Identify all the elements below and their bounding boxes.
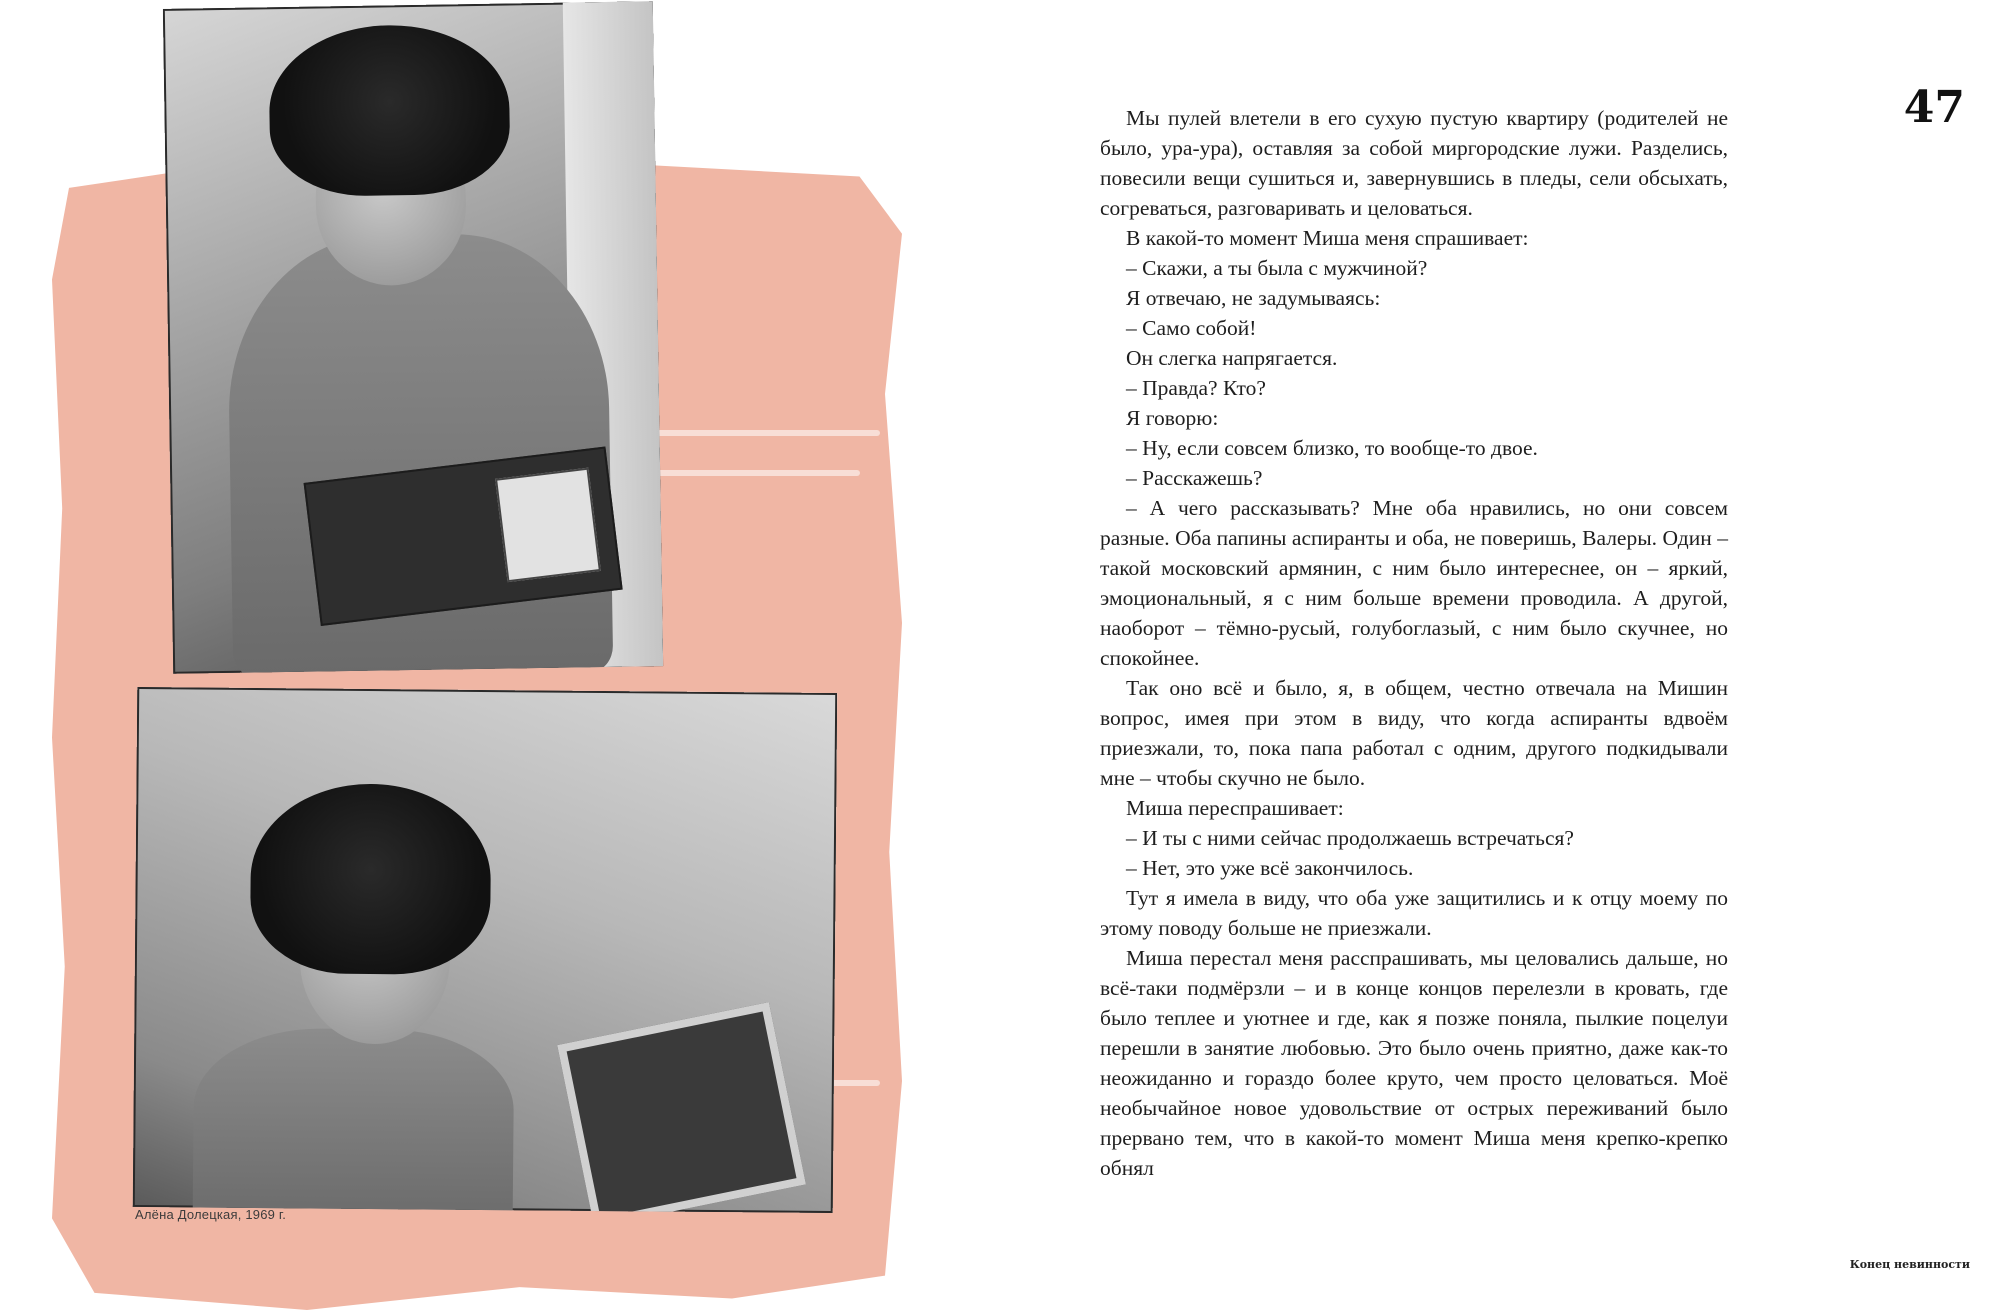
running-footer: Конец невинности: [1849, 1258, 1970, 1271]
paragraph: – И ты с ними сейчас продолжаешь встречаться?: [1126, 826, 1574, 850]
paragraph: – Расскажешь?: [1126, 466, 1263, 490]
paragraph: В какой-то момент Миша меня спрашивает:: [1126, 226, 1529, 250]
paragraph: – Скажи, а ты была с мужчиной?: [1126, 256, 1428, 280]
paragraph: Я отвечаю, не задумываясь:: [1126, 286, 1381, 310]
paragraph: Тут я имела в виду, что оба уже защитились и к отцу моему по этому поводу больше не приезжали.: [1100, 886, 1728, 940]
paragraph: – Само собой!: [1126, 316, 1257, 340]
paragraph: – Правда? Кто?: [1126, 376, 1266, 400]
paragraph: – Ну, если совсем близко, то вообще-то двое.: [1126, 436, 1538, 460]
paragraph: Так оно всё и было, я, в общем, честно отвечала на Мишин вопрос, имея при этом в виду, что когда аспиранты вдвоём приезжали, то, пока папа работал с одним, другого подкидывали мне – чтобы скучно не было.: [1100, 676, 1728, 790]
paragraph: Миша переспрашивает:: [1126, 796, 1344, 820]
photo-woman-tongue-out: [133, 687, 838, 1213]
paragraph: – А чего рассказывать? Мне оба нравились, но они совсем разные. Оба папины аспиранты и оба, не поверишь, Валеры. Один – такой московский армянин, с ним было интереснее, он – яркий, эмоциональный, я с ним больше времени проводила. А другой, наоборот – тёмно-русый, голубоглазый, с ним было скучнее, но спокойнее.: [1100, 496, 1728, 670]
page-number: 47: [1903, 82, 1965, 133]
sweater-shape: [193, 1027, 515, 1213]
left-page: [0, 0, 1000, 1302]
photo-woman-with-device: [163, 1, 663, 674]
framed-picture-shape: [557, 1002, 806, 1213]
device-panel-shape: [495, 468, 601, 583]
fur-hat-shape: [268, 23, 511, 197]
paragraph: – Нет, это уже всё закончилось.: [1126, 856, 1414, 880]
paragraph: Я говорю:: [1126, 406, 1219, 430]
photo-caption: Алёна Долецкая, 1969 г.: [135, 1207, 287, 1222]
paragraph: Он слегка напрягается.: [1126, 346, 1338, 370]
body-text: [1100, 103, 1728, 1183]
paragraph: Мы пулей влетели в его сухую пустую квартиру (родителей не было, ура-ура), оставляя за собой миргородские лужи. Разделись, повесили вещи сушиться и, завернувшись в пледы, сели обсыхать, согреваться, разговаривать и целоваться.: [1100, 106, 1728, 220]
paragraph: Миша перестал меня расспрашивать, мы целовались дальше, но всё-таки подмёрзли – и в конце концов перелезли в кровать, где было теплее и уютнее и где, как я позже поняла, пылкие поцелуи перешли в занятие любовью. Это было очень приятно, даже как-то неожиданно и гораздо более круто, чем просто целоваться. Моё необычайное новое удовольствие от острых переживаний было прервано тем, что в какой-то момент Миша меня крепко-крепко обнял: [1100, 946, 1728, 1180]
fur-hat-shape: [250, 783, 492, 975]
